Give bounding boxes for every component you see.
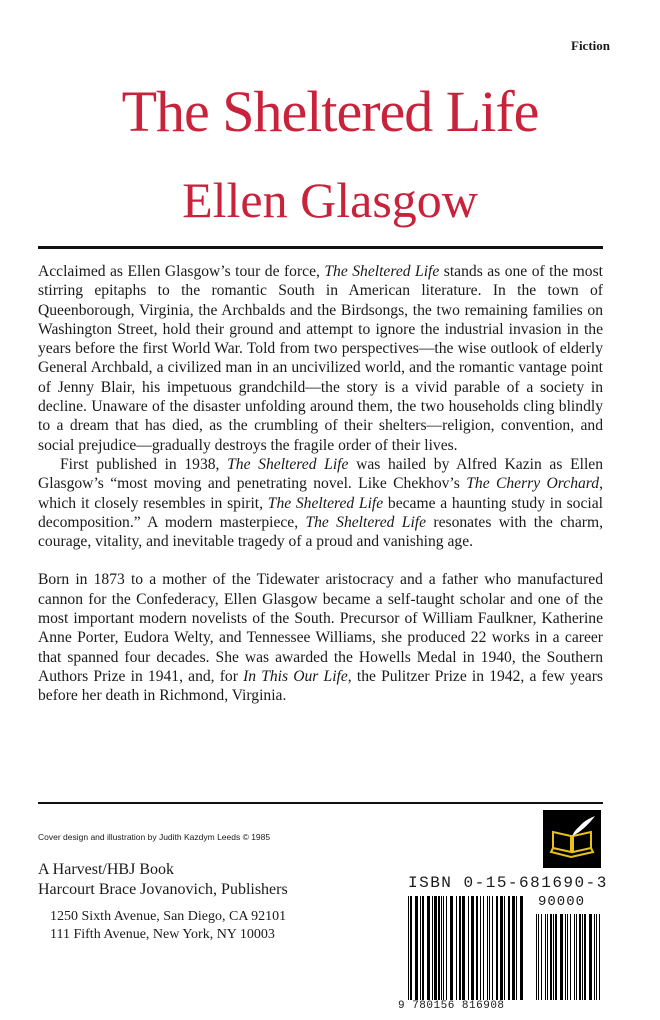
barcode-bar — [471, 896, 474, 1000]
publisher-block — [38, 860, 288, 900]
barcode-bar — [555, 914, 557, 1000]
isbn-number: ISBN 0-15-681690-3 — [408, 874, 608, 892]
top-divider — [38, 246, 603, 249]
category-label: Fiction — [571, 38, 610, 53]
barcode-bar — [594, 914, 595, 1000]
barcode-bar — [541, 914, 542, 1000]
description-paragraph-1: Acclaimed as Ellen Glasgow’s tour de force, The Sheltered Life stands as one of the most stirring epitaphs to the romantic South in American literature. In the town of Queenborough, Virginia, the Archbalds and the Birdsongs, the two remaining families on Washington Street, hold their ground and attempt to ignore the industrial invasion in the years before the first World War. Told from two perspectives—the wise outlook of elderly General Archbald, a civilized man in an uncivilized world, and the romantic vantage point of Jenny Blair, his impetuous grandchild—the story is a vivid parable of a society in decline. Unaware of the disaster unfolding around them, the two households cling blindly to a dream that has died, as the crumbling of their shelters—religion, convention, and social prejudice—gradually destroys the fragile order of their lives. — [38, 263, 604, 454]
barcode-bar — [450, 896, 453, 1000]
barcode-bar — [538, 914, 539, 1000]
imprint-line: A Harvest/HBJ Book — [38, 861, 174, 878]
barcode-bar — [427, 896, 430, 1000]
barcode-bar — [547, 914, 548, 1000]
cover-credit: Cover design and illustration by Judith Kazdym Leeds © 1985 — [38, 832, 271, 842]
author-bio-paragraph: Born in 1873 to a mother of the Tidewater aristocracy and a father who manufactured cannon for the Confederacy, Ellen Glasgow became a self-taught scholar and one of the most important modern novelists of the South. Precursor of William Faulkner, Katherine Anne Porter, Eudora Welty, and Tennessee Williams, she produced 22 works in a career that spanned four decades. She was awarded the Howells Medal in 1940, the Southern Authors Prize in 1941, and, for In This Our Life, the Pulitzer Prize in 1942, a few years before her death in Richmond, Virginia. — [38, 571, 603, 705]
barcode-bar — [410, 896, 412, 1000]
barcode-bar — [589, 914, 592, 1000]
book-title: The Sheltered Life — [121, 79, 539, 144]
barcode-bar — [545, 914, 546, 1000]
barcode-bar — [500, 896, 503, 1000]
address-line-2: 111 Fifth Avenue, New York, NY 10003 — [50, 927, 275, 942]
barcode-bar — [516, 896, 517, 1000]
barcode-bar — [408, 896, 409, 1000]
bottom-divider — [38, 802, 603, 804]
barcode-bar — [496, 896, 498, 1000]
barcode-bar — [570, 914, 571, 1000]
barcode-bar — [579, 914, 581, 1000]
price-barcode — [536, 896, 602, 1000]
description-paragraph-2: First published in 1938, The Sheltered Life was hailed by Alfred Kazin as Ellen Glasgow’s “most moving and penetrating novel. Like Chekhov’s The Cherry Orchard, which it closely resembles in spirit, The Sheltered Life became a haunting study in social decomposition.” A modern masterpiece, The Sheltered Life resonates with the charm, courage, vitality, and inevitable tragedy of a proud and vanishing age. — [38, 455, 604, 551]
barcode-bar — [483, 896, 484, 1000]
barcode-bar — [432, 896, 433, 1000]
barcode-bar — [487, 896, 488, 1000]
barcode-bar — [459, 896, 461, 1000]
barcode-bar — [567, 914, 568, 1000]
barcode-bar — [520, 896, 523, 1000]
barcode-bar — [420, 896, 421, 1000]
barcode-bar — [434, 896, 437, 1000]
barcode-bar — [438, 896, 440, 1000]
ean-barcode — [408, 896, 528, 1000]
barcode-bar — [565, 914, 566, 1000]
barcode-bar — [468, 896, 469, 1000]
barcode-bar — [508, 896, 510, 1000]
barcode-bar — [456, 896, 457, 1000]
price-code: 90000 — [538, 894, 586, 910]
barcode-bar — [576, 914, 577, 1000]
address-line-1: 1250 Sixth Avenue, San Diego, CA 92101 — [50, 909, 287, 924]
barcode-bar — [599, 914, 600, 1000]
description-text — [38, 262, 603, 706]
barcode-bar — [553, 914, 554, 1000]
open-book-quill-icon — [543, 810, 601, 868]
barcode-bar — [441, 896, 442, 1000]
barcode-bar — [536, 914, 537, 1000]
barcode-bar — [415, 896, 418, 1000]
publisher-line: Harcourt Brace Jovanovich, Publishers — [38, 881, 288, 898]
barcode-bar — [476, 896, 478, 1000]
barcode-bar — [480, 896, 481, 1000]
barcode-bar — [422, 896, 424, 1000]
author-name: Ellen Glasgow — [182, 172, 478, 228]
barcode-bar — [550, 914, 552, 1000]
barcode-bar — [574, 914, 575, 1000]
barcode-bar — [596, 914, 597, 1000]
publisher-addresses — [50, 908, 286, 944]
barcode-bar — [584, 914, 586, 1000]
barcode-bar — [462, 896, 465, 1000]
barcode-bar — [504, 896, 505, 1000]
barcode-bar — [446, 896, 447, 1000]
barcode-bar — [512, 896, 515, 1000]
barcode-bar — [492, 896, 493, 1000]
barcode-bar — [582, 914, 583, 1000]
ean-digits: 9 780156 816908 — [398, 1000, 505, 1012]
barcode-bar — [489, 896, 490, 1000]
barcode-bar — [443, 896, 444, 1000]
barcode-bar — [560, 914, 563, 1000]
